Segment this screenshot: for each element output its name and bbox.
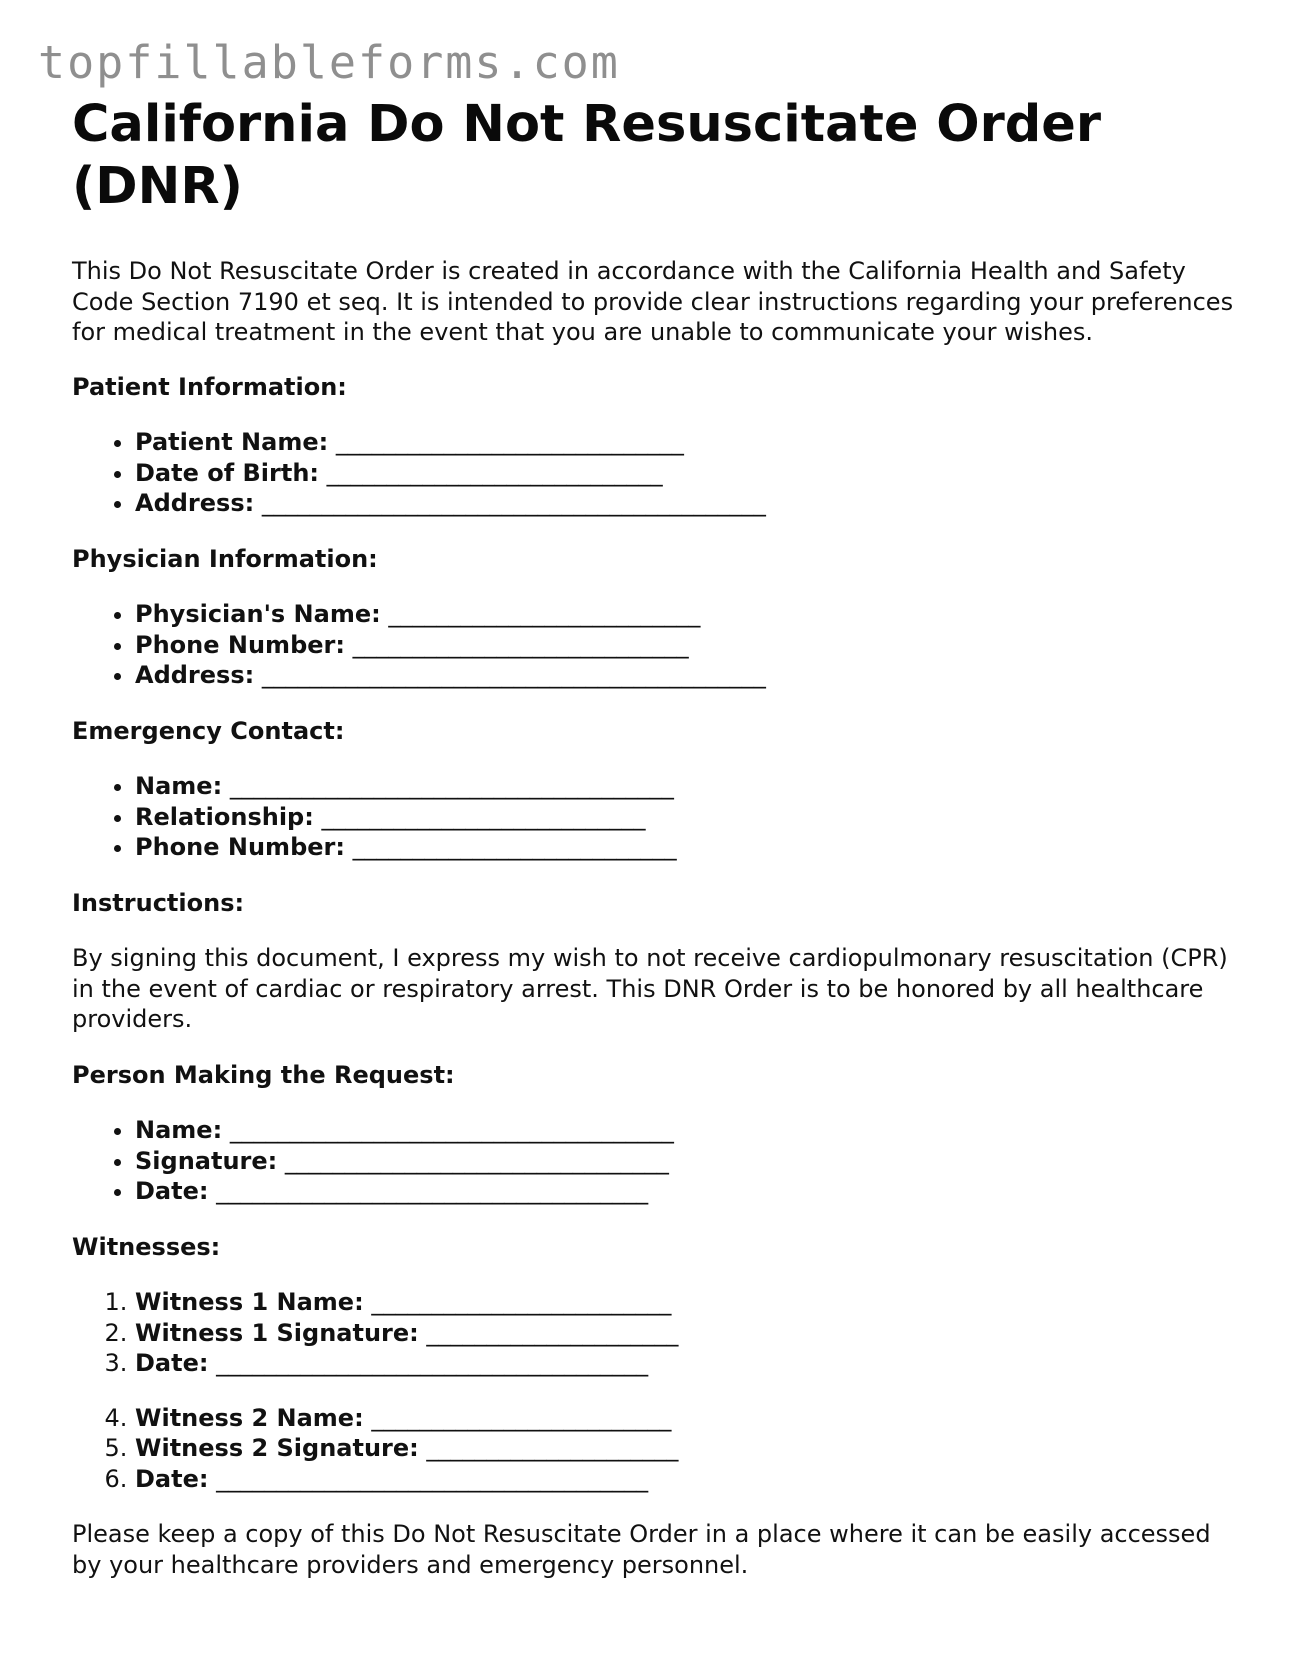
field-label: Relationship: — [135, 802, 314, 831]
witness-1-list — [72, 1287, 1242, 1379]
patient-info-heading: Patient Information: — [72, 372, 347, 401]
field-label: Address: — [135, 661, 255, 689]
physician-info-heading: Physician Information: — [72, 544, 378, 573]
fill-in-line[interactable]: _________________________ — [371, 1288, 672, 1316]
field-label: Phone Number: — [135, 630, 345, 659]
witnesses-heading: Witnesses: — [72, 1232, 221, 1261]
requester-name-field[interactable] — [135, 1115, 1242, 1146]
physician-phone-field[interactable] — [135, 630, 1242, 661]
emergency-contact-heading: Emergency Contact: — [72, 716, 345, 745]
document-page — [72, 94, 1242, 1580]
requester-heading: Person Making the Request: — [72, 1060, 455, 1089]
field-label: Witness 2 Signature: — [135, 1434, 419, 1462]
witness-1-name-field[interactable] — [135, 1287, 1242, 1318]
field-label: Witness 1 Name: — [135, 1288, 364, 1316]
requester-date-field[interactable] — [135, 1176, 1242, 1207]
field-label: Patient Name: — [135, 428, 329, 456]
page-title: California Do Not Resuscitate Order (DNR) — [72, 95, 1101, 216]
witness-1-signature-field[interactable] — [135, 1318, 1242, 1349]
fill-in-line[interactable]: ________________________________ — [284, 1146, 669, 1175]
fill-in-line[interactable]: ___________________________ — [352, 833, 677, 861]
physician-info-list — [72, 599, 1242, 691]
fill-in-line[interactable]: __________________________ — [388, 600, 701, 628]
emergency-relationship-field[interactable] — [135, 802, 1242, 833]
emergency-phone-field[interactable] — [135, 832, 1242, 863]
patient-dob-field[interactable] — [135, 458, 1242, 489]
field-label: Date: — [135, 1464, 209, 1493]
fill-in-line[interactable]: ____________________________________ — [216, 1464, 649, 1493]
physician-name-field[interactable] — [135, 599, 1242, 630]
emergency-name-field[interactable] — [135, 771, 1242, 802]
physician-address-field[interactable] — [135, 660, 1242, 691]
field-label: Date of Birth: — [135, 458, 320, 487]
field-label: Phone Number: — [135, 833, 345, 861]
fill-in-line[interactable]: _____________________________ — [335, 428, 684, 456]
witness-2-signature-field[interactable] — [135, 1433, 1242, 1464]
field-label: Witness 1 Signature: — [135, 1318, 419, 1347]
fill-in-line[interactable]: ____________________________________ — [216, 1349, 649, 1377]
fill-in-line[interactable]: _____________________ — [426, 1318, 679, 1347]
requester-signature-field[interactable] — [135, 1146, 1242, 1177]
field-label: Signature: — [135, 1146, 278, 1175]
patient-name-field[interactable] — [135, 427, 1242, 458]
fill-in-line[interactable]: ____________________________________ — [216, 1177, 649, 1205]
intro-paragraph: This Do Not Resuscitate Order is created in accordance with the California Health and Safety Code Section 7190 et seq. It is intended to provide clear instructions regarding your preferences for medical treatment in the event that you are unable to communicate your wishes. — [72, 257, 1234, 346]
emergency-contact-list — [72, 771, 1242, 863]
fill-in-line[interactable]: __________________________________________ — [261, 661, 766, 689]
watermark: topfillableforms.com — [38, 36, 620, 89]
fill-in-line[interactable]: _____________________ — [426, 1434, 679, 1462]
witness-2-list — [72, 1403, 1242, 1495]
fill-in-line[interactable]: _____________________________________ — [229, 772, 674, 800]
fill-in-line[interactable]: ____________________________ — [326, 458, 663, 487]
field-label: Name: — [135, 1116, 223, 1144]
witness-2-name-field[interactable] — [135, 1403, 1242, 1434]
field-label: Witness 2 Name: — [135, 1403, 364, 1432]
fill-in-line[interactable]: ____________________________ — [352, 630, 689, 659]
patient-info-list — [72, 427, 1242, 519]
instructions-heading: Instructions: — [72, 888, 245, 917]
instructions-paragraph: By signing this document, I express my wish to not receive cardiopulmonary resuscitation (CPR) in the event of cardiac or respiratory arrest. This DNR Order is to be honored by all healthcare providers. — [72, 944, 1228, 1033]
fill-in-line[interactable]: ___________________________ — [321, 802, 646, 831]
field-label: Physician's Name: — [135, 600, 381, 628]
fill-in-line[interactable]: __________________________________________ — [261, 489, 766, 517]
requester-list — [72, 1115, 1242, 1207]
witness-1-date-field[interactable] — [135, 1348, 1242, 1379]
field-label: Date: — [135, 1177, 209, 1205]
patient-address-field[interactable] — [135, 488, 1242, 519]
fill-in-line[interactable]: _________________________ — [371, 1403, 672, 1432]
field-label: Date: — [135, 1349, 209, 1377]
closing-paragraph: Please keep a copy of this Do Not Resuscitate Order in a place where it can be easily accessed by your healthcare providers and emergency personnel. — [72, 1520, 1211, 1579]
fill-in-line[interactable]: _____________________________________ — [229, 1116, 674, 1144]
field-label: Address: — [135, 489, 255, 517]
witness-2-date-field[interactable] — [135, 1464, 1242, 1495]
field-label: Name: — [135, 772, 223, 800]
